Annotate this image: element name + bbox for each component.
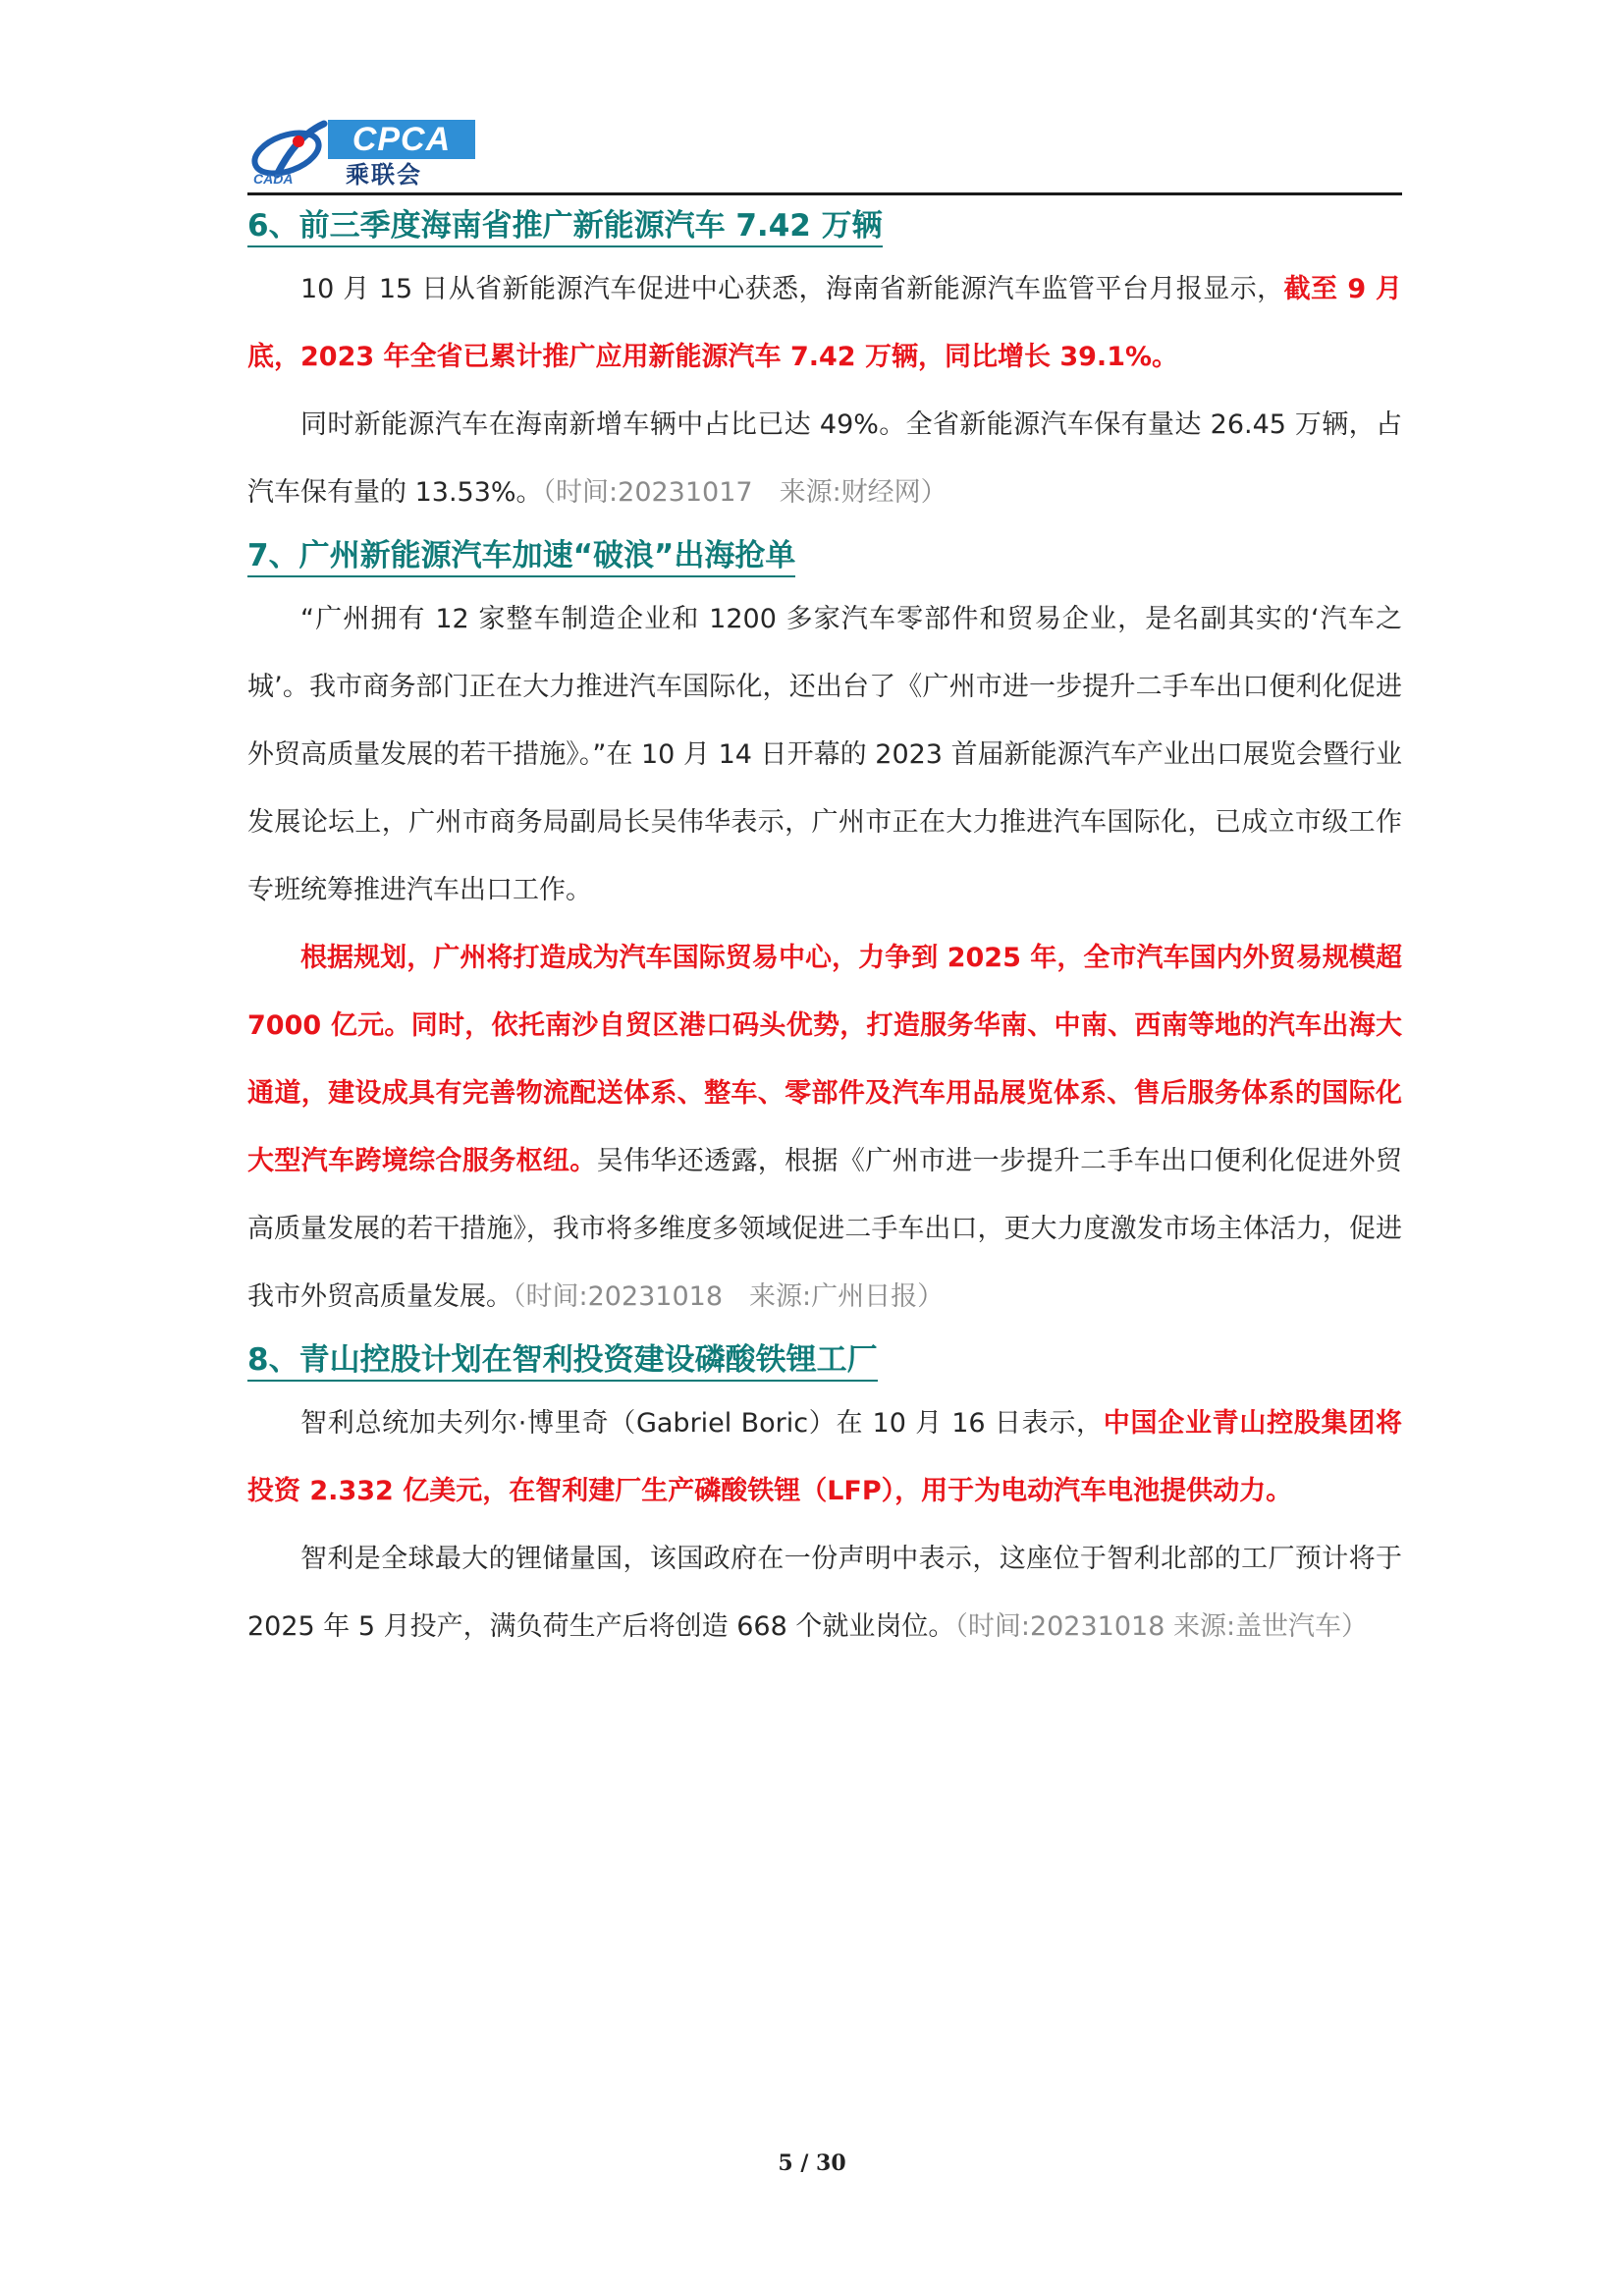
highlight-text: 根据规划，广州将打造成为汽车国际贸易中心，力争到 2025 年，全市汽车国内外贸易规模超 7000 亿元。同时，依托南沙自贸区港口码头优势，打造服务华南、中南、西南等地的汽车出海大通道，建设成具有完善物流配送体系、整车、零部件及汽车用品展览体系、售后服务体系的国际化大型汽车跨境综合服务枢纽。 <box>247 943 1402 1176</box>
para-text: 10 月 15 日从省新能源汽车促进中心获悉，海南省新能源汽车监管平台月报显示， <box>300 274 1284 304</box>
highlight-text: 截至 9 月底，2023 年全省已累计推广应用新能源汽车 7.42 万辆，同比增长 39.1%。 <box>247 274 1402 372</box>
source-note: （时间:20231018 来源:盖世汽车） <box>954 1611 1369 1642</box>
paragraph <box>247 585 1402 924</box>
total-pages: 30 <box>816 2150 846 2176</box>
highlight-text: 中国企业青山控股集团将投资 2.332 亿美元，在智利建厂生产磷酸铁锂（LFP），用于为电动汽车电池提供动力。 <box>247 1408 1402 1506</box>
page-number <box>0 2150 1624 2176</box>
source-note: （时间:20231018 来源:广州日报） <box>513 1281 945 1312</box>
article-body <box>247 196 1402 1660</box>
section-heading: 8、青山控股计划在智利投资建设磷酸铁锂工厂 <box>247 1331 1402 1389</box>
paragraph <box>247 1525 1402 1660</box>
cpca-logo <box>247 110 483 192</box>
para-text: 智利总统加夫列尔·博里奇（Gabriel Boric）在 10 月 16 日表示， <box>300 1408 1104 1439</box>
page-separator: / <box>800 2150 809 2176</box>
paragraph <box>247 924 1402 1331</box>
page-header <box>247 110 1402 192</box>
para-text: 吴伟华还透露，根据《广州市进一步提升二手车出口便利化促进外贸高质量发展的若干措施》，我市将多维度多领域促进二手车出口，更大力度激发市场主体活力，促进我市外贸高质量发展。 <box>247 1146 1403 1312</box>
para-text: 智利是全球最大的锂储量国，该国政府在一份声明中表示，这座位于智利北部的工厂预计将于 2025 年 5 月投产，满负荷生产后将创造 668 个就业岗位。 <box>247 1544 1402 1642</box>
header-rule <box>247 192 1402 195</box>
paragraph <box>247 255 1402 391</box>
section-heading: 6、前三季度海南省推广新能源汽车 7.42 万辆 <box>247 196 1402 255</box>
logo-cn-text: 乘联会 <box>346 161 422 189</box>
paragraph <box>247 1389 1402 1525</box>
para-text: “广州拥有 12 家整车制造企业和 1200 多家汽车零部件和贸易企业，是名副其实的‘汽车之城’。我市商务部门正在大力推进汽车国际化，还出台了《广州市进一步提升二手车出口便利化促进外贸高质量发展的若干措施》。”在 10 月 14 日开幕的 2023 首届新能源汽车产业出口展览会暨行业发展论坛上，广州市商务局副局长吴伟华表示，广州市正在大力推进汽车国际化，已成立市级工作专班统筹推进汽车出口工作。 <box>247 604 1402 905</box>
source-note: （时间:20231017 来源:财经网） <box>542 477 947 508</box>
para-text: 同时新能源汽车在海南新增车辆中占比已达 49%。全省新能源汽车保有量达 26.45 万辆，占汽车保有量的 13.53%。 <box>247 409 1402 508</box>
logo-cpca-text: CPCA <box>328 120 475 159</box>
paragraph <box>247 391 1402 526</box>
current-page: 5 <box>778 2150 793 2176</box>
section-heading: 7、广州新能源汽车加速“破浪”出海抢单 <box>247 526 1402 585</box>
logo-sub-text: CADA <box>253 171 294 187</box>
